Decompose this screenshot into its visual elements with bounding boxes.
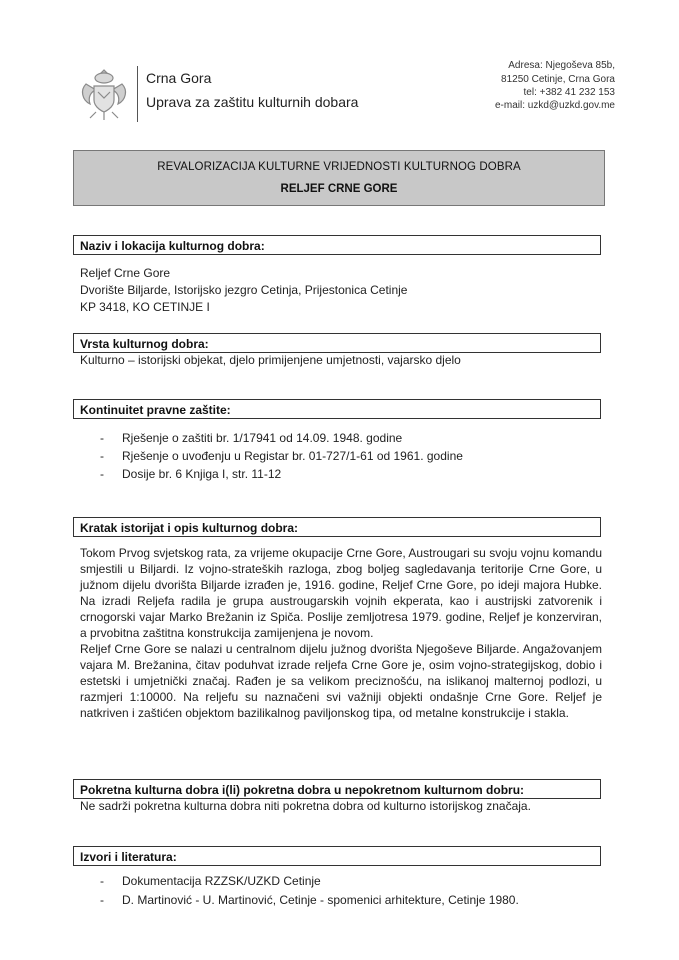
section-heading-pokretna: Pokretna kulturna dobra i(li) pokretna dobra u nepokretnom kulturnom dobru: bbox=[73, 779, 601, 799]
org-unit: Uprava za zaštitu kulturnih dobara bbox=[146, 94, 359, 110]
coat-of-arms-icon bbox=[78, 64, 130, 122]
bullet: - bbox=[100, 467, 104, 481]
list-item bbox=[100, 893, 519, 907]
org-name: Crna Gora bbox=[146, 70, 212, 86]
naziv-line: Reljef Crne Gore bbox=[80, 266, 171, 280]
list-item-text: Rješenje o uvođenju u Registar br. 01-727/1-61 od 1961. godine bbox=[122, 449, 463, 463]
vrsta-text: Kulturno – istorijski objekat, djelo primijenjene umjetnosti, vajarsko djelo bbox=[80, 353, 461, 367]
document-subtitle: RELJEF CRNE GORE bbox=[280, 183, 398, 195]
list-item bbox=[100, 449, 463, 463]
istorijat-paragraph: Reljef Crne Gore se nalazi u centralnom dijelu južnog dvorišta Njegoševe Biljarde. Angažovanjem vajara M. Brežanina, čitav poduhvat izrade reljefa Crne Gore je, osim vojno-strategijskog, dobio i estetski i umjetnički značaj. Rađen je sa velikom preciznošću, na islikanoj malternoj podlozi, u razmjeri 1:10000. Na reljefu su naznačeni svi važniji objekti ondašnje Crne Gore. Reljef je natkriven i zaštićen objektom bazilikalnog paviljonskog tipa, od metalne konstrukcije i stakla. bbox=[80, 642, 602, 720]
list-item-text: Rješenje o zaštiti br. 1/17941 od 14.09. 1948. godine bbox=[122, 431, 403, 445]
document-title: REVALORIZACIJA KULTURNE VRIJEDNOSTI KULTURNOG DOBRA bbox=[157, 161, 521, 173]
naziv-line: KP 3418, KO CETINJE I bbox=[80, 300, 210, 314]
section-heading-vrsta: Vrsta kulturnog dobra: bbox=[73, 333, 601, 353]
list-item bbox=[100, 874, 321, 888]
bullet: - bbox=[100, 431, 104, 445]
istorijat-paragraph: Tokom Prvog svjetskog rata, za vrijeme okupacije Crne Gore, Austrougari su svoju vojnu komandu smjestili u Biljardi. Iz vojno-strateških razloga, zbog boljeg sagledavanja teritorije Crne Gore, u južnom dijelu dvorišta Biljarde izrađen je, 1916. godine, Reljef Crne Gore, po ideji majora Hubke. Na izradi Reljefa radila je grupa austrougarskih vojnih ekperata, kao i austrijski zatvorenik i crnogorski vajar Marko Brežanin iz Spiča. Poslije zemljotresa 1979. godine, Reljef je konzerviran, a prvobitna zaštitna konstrukcija zamijenjena je novom. bbox=[80, 546, 602, 640]
bullet: - bbox=[100, 893, 104, 907]
list-item bbox=[100, 431, 402, 445]
list-item bbox=[100, 467, 281, 481]
email-line: e-mail: uzkd@uzkd.gov.me bbox=[494, 100, 615, 111]
bullet: - bbox=[100, 449, 104, 463]
header-divider bbox=[137, 66, 138, 122]
istorijat-body bbox=[80, 545, 602, 721]
naziv-line: Dvorište Biljarde, Istorijsko jezgro Cetinja, Prijestonica Cetinje bbox=[80, 283, 408, 297]
bullet: - bbox=[100, 874, 104, 888]
section-heading-izvori: Izvori i literatura: bbox=[73, 846, 601, 866]
section-heading-istorijat: Kratak istorijat i opis kulturnog dobra: bbox=[73, 517, 601, 537]
section-heading-kontinuitet: Kontinuitet pravne zaštite: bbox=[73, 399, 601, 419]
address-line: Adresa: Njegoševa 85b, bbox=[508, 60, 615, 71]
list-item-text: D. Martinović - U. Martinović, Cetinje - spomenici arhitekture, Cetinje 1980. bbox=[122, 893, 519, 907]
phone-line: tel: +382 41 232 153 bbox=[523, 87, 615, 98]
list-item-text: Dokumentacija RZZSK/UZKD Cetinje bbox=[122, 874, 321, 888]
pokretna-text: Ne sadrži pokretna kulturna dobra niti pokretna dobra od kulturno istorijskog značaja. bbox=[80, 799, 531, 813]
address-city-line: 81250 Cetinje, Crna Gora bbox=[501, 74, 615, 85]
document-title-box bbox=[73, 150, 605, 206]
section-heading-naziv: Naziv i lokacija kulturnog dobra: bbox=[73, 235, 601, 255]
list-item-text: Dosije br. 6 Knjiga I, str. 11-12 bbox=[122, 467, 282, 481]
